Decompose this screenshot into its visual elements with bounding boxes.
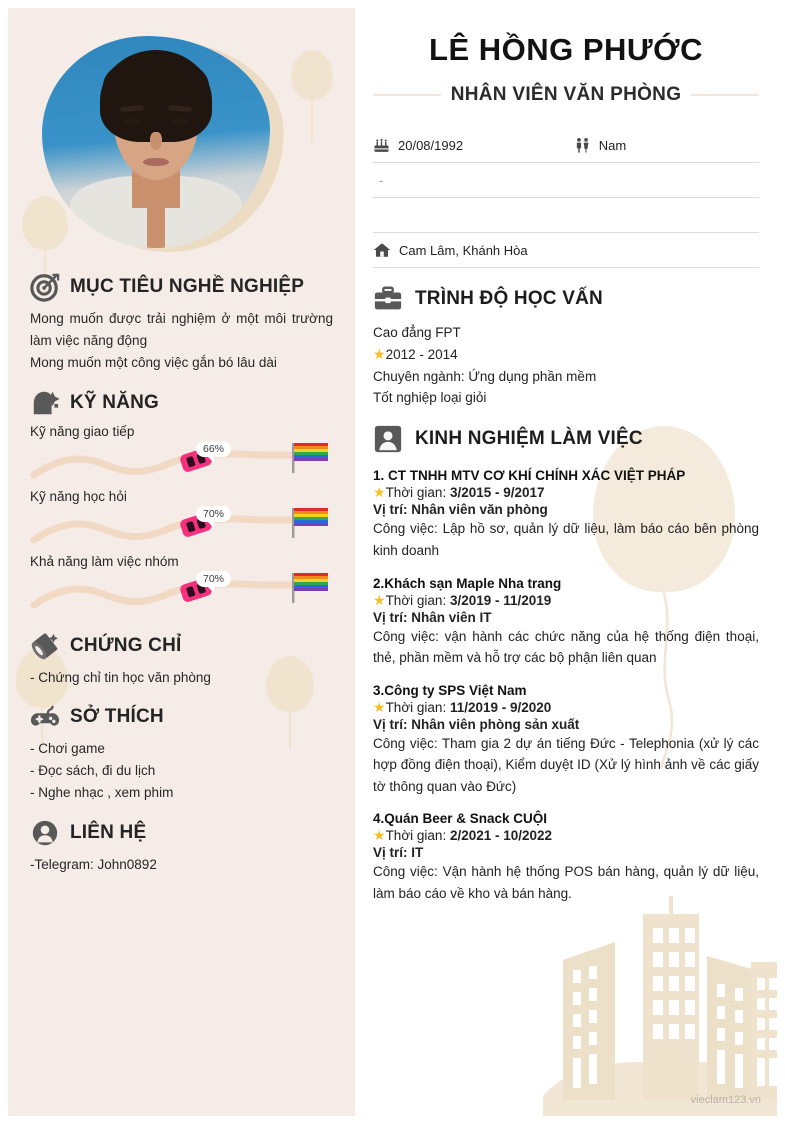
contact-title: LIÊN HỆ bbox=[70, 822, 147, 844]
duty-label: Công việc: bbox=[373, 628, 439, 644]
star-icon: ★ bbox=[373, 827, 386, 844]
info-row-birthday-gender bbox=[373, 128, 759, 163]
experience-position: Nhân viên phòng sản xuất bbox=[411, 716, 580, 732]
objective-header bbox=[30, 272, 333, 302]
skill-item bbox=[30, 424, 333, 487]
skill-percent-bubble: 70% bbox=[196, 506, 231, 522]
experience-duty-row bbox=[373, 518, 759, 561]
skill-progress-road[interactable] bbox=[30, 441, 333, 487]
objective-title: MỤC TIÊU NGHỀ NGHIỆP bbox=[70, 276, 305, 297]
time-label: Thời gian: bbox=[385, 699, 447, 715]
experience-company: 1. CT TNHH MTV CƠ KHÍ CHÍNH XÁC VIỆT PHÁP bbox=[373, 468, 686, 484]
job-title-row bbox=[373, 84, 759, 106]
experience-position-row bbox=[373, 610, 759, 625]
person-badge-icon bbox=[373, 424, 403, 454]
time-label: Thời gian: bbox=[385, 592, 447, 608]
section-skills bbox=[30, 388, 333, 617]
education-result: Tốt nghiệp loại giỏi bbox=[373, 389, 487, 405]
avatar bbox=[32, 30, 332, 258]
star-icon: ★ bbox=[373, 346, 386, 363]
job-title: NHÂN VIÊN VĂN PHÒNG bbox=[450, 84, 682, 105]
education-title: TRÌNH ĐỘ HỌC VẤN bbox=[415, 288, 603, 309]
personal-info-table bbox=[373, 128, 759, 268]
certificate-item: - Chứng chỉ tin học văn phòng bbox=[30, 669, 211, 685]
position-label: Vị trí: bbox=[373, 502, 408, 518]
time-label: Thời gian: bbox=[385, 828, 447, 844]
section-objective bbox=[30, 272, 333, 374]
experience-duty: Vận hành hệ thống POS bán hàng, quản lý dữ liệu, làm báo cáo về kho và bán hàng. bbox=[373, 864, 759, 902]
star-icon: ★ bbox=[373, 591, 386, 608]
skill-progress-road[interactable] bbox=[30, 571, 333, 617]
divider-left bbox=[373, 94, 441, 96]
experience-duty-row bbox=[373, 861, 759, 904]
skill-item bbox=[30, 554, 333, 617]
education-major: Chuyên ngành: Ứng dụng phần mềm bbox=[373, 368, 597, 384]
person-icon bbox=[30, 818, 60, 848]
education-school: Cao đẳng FPT bbox=[373, 325, 461, 340]
experience-time-row bbox=[373, 484, 759, 501]
position-label: Vị trí: bbox=[373, 716, 408, 732]
address-value: Cam Lâm, Khánh Hòa bbox=[399, 242, 528, 258]
duty-label: Công việc: bbox=[373, 864, 438, 880]
info-row-spacer bbox=[373, 198, 759, 233]
experience-time: 11/2019 - 9/2020 bbox=[449, 699, 552, 715]
education-years: 2012 - 2014 bbox=[385, 347, 458, 363]
watermark: vieclam123.vn bbox=[690, 1094, 761, 1106]
skill-label: Kỹ năng học hỏi bbox=[30, 488, 127, 504]
contact-header bbox=[30, 818, 333, 848]
experience-company: 3.Công ty SPS Việt Nam bbox=[373, 682, 527, 698]
certificates-title: CHỨNG CHỈ bbox=[70, 634, 182, 656]
left-sidebar bbox=[8, 8, 355, 1116]
experience-title: KINH NGHIỆM LÀM VIỆC bbox=[415, 428, 643, 450]
gamepad-icon bbox=[30, 702, 60, 732]
diploma-scroll-icon bbox=[30, 631, 60, 661]
experience-time: 3/2019 - 11/2019 bbox=[449, 592, 552, 608]
experience-position: IT bbox=[411, 845, 424, 861]
section-education bbox=[373, 284, 759, 408]
experience-position-row bbox=[373, 717, 759, 732]
time-label: Thời gian: bbox=[385, 485, 447, 501]
skill-percent-bubble: 70% bbox=[196, 571, 231, 587]
position-label: Vị trí: bbox=[373, 609, 408, 625]
star-icon: ★ bbox=[373, 698, 386, 715]
head-idea-icon bbox=[30, 388, 60, 418]
divider-right bbox=[691, 94, 759, 96]
experience-company: 4.Quán Beer & Snack CUỘI bbox=[373, 811, 548, 827]
experience-duty: Lập hồ sơ, quản lý dữ liệu, làm báo cáo bên phòng kinh doanh bbox=[373, 521, 759, 558]
education-body bbox=[373, 322, 759, 408]
experience-duty-row bbox=[373, 733, 759, 798]
experience-time-row bbox=[373, 827, 759, 844]
experience-item bbox=[373, 576, 759, 669]
position-label: Vị trí: bbox=[373, 845, 408, 861]
objective-line-2: Mong muốn một công việc gắn bó lâu dài bbox=[30, 354, 277, 370]
birthday-value: 20/08/1992 bbox=[398, 137, 464, 153]
section-experience bbox=[373, 424, 759, 904]
duty-label: Công việc: bbox=[373, 735, 438, 751]
gender-value: Nam bbox=[598, 137, 627, 153]
skills-title: KỸ NĂNG bbox=[70, 391, 160, 413]
duty-label: Công việc: bbox=[373, 521, 438, 537]
experience-duty: Tham gia 2 dự án tiếng Đức - Telephonia (xử lý các hợp đồng điện thoại), Kiểm duyệt ID (Xử lý hình ảnh về các giấy tờ thông quan vào Đức) bbox=[373, 735, 759, 794]
skill-label: Kỹ năng giao tiếp bbox=[30, 423, 135, 439]
hobbies-title: SỞ THÍCH bbox=[70, 706, 164, 728]
hobby-item: - Đọc sách, đi du lịch bbox=[30, 763, 156, 779]
experience-position-row bbox=[373, 845, 759, 860]
experience-position: Nhân viên IT bbox=[411, 609, 492, 625]
experience-item bbox=[373, 468, 759, 561]
star-icon: ★ bbox=[373, 484, 386, 501]
experience-time-row bbox=[373, 592, 759, 609]
experience-position-row bbox=[373, 502, 759, 517]
target-icon bbox=[30, 272, 60, 302]
info-row-address bbox=[373, 233, 759, 268]
skill-label: Khả năng làm việc nhóm bbox=[30, 553, 179, 569]
certificates-header bbox=[30, 631, 333, 661]
experience-duty-row bbox=[373, 626, 759, 669]
experience-item bbox=[373, 811, 759, 904]
briefcase-icon bbox=[373, 284, 403, 314]
home-icon bbox=[373, 241, 391, 259]
section-certificates bbox=[30, 631, 333, 689]
education-header bbox=[373, 284, 759, 314]
skills-header bbox=[30, 388, 333, 418]
hobby-item: - Nghe nhạc , xem phim bbox=[30, 785, 174, 801]
education-years-row bbox=[373, 343, 759, 365]
skill-percent-bubble: 66% bbox=[196, 441, 231, 457]
experience-time: 3/2015 - 9/2017 bbox=[449, 485, 545, 501]
blank-row-dash: - bbox=[379, 172, 384, 188]
city-skyline-decoration bbox=[543, 886, 777, 1116]
gender-cell bbox=[574, 137, 626, 154]
experience-duty: vận hành các chức năng của hệ thống điện thoại, thẻ, phần mềm và hỗ trợ các bộ phận liên quan bbox=[373, 628, 759, 666]
experience-item bbox=[373, 683, 759, 798]
birthday-cake-icon bbox=[373, 137, 390, 154]
main-content bbox=[355, 8, 777, 1116]
profile-photo bbox=[42, 36, 270, 248]
experience-company: 2.Khách sạn Maple Nha trang bbox=[373, 575, 562, 591]
contact-item: -Telegram: John0892 bbox=[30, 857, 157, 873]
experience-time: 2/2021 - 10/2022 bbox=[449, 828, 553, 844]
experience-header bbox=[373, 424, 759, 454]
info-row-blank bbox=[373, 163, 759, 198]
hobby-item: - Chơi game bbox=[30, 741, 105, 757]
gender-icon bbox=[574, 137, 591, 154]
skill-item bbox=[30, 489, 333, 552]
section-contact bbox=[30, 818, 333, 876]
experience-position: Nhân viên văn phòng bbox=[411, 502, 548, 518]
objective-line-1: Mong muốn được trải nghiệm ở một môi trường làm việc năng động bbox=[30, 311, 333, 348]
birthday-cell bbox=[373, 137, 574, 154]
skill-progress-road[interactable] bbox=[30, 506, 333, 552]
address-cell bbox=[373, 241, 528, 259]
hobbies-header bbox=[30, 702, 333, 732]
page-title: LÊ HỒNG PHƯỚC bbox=[429, 32, 703, 67]
experience-time-row bbox=[373, 699, 759, 716]
section-hobbies bbox=[30, 702, 333, 804]
